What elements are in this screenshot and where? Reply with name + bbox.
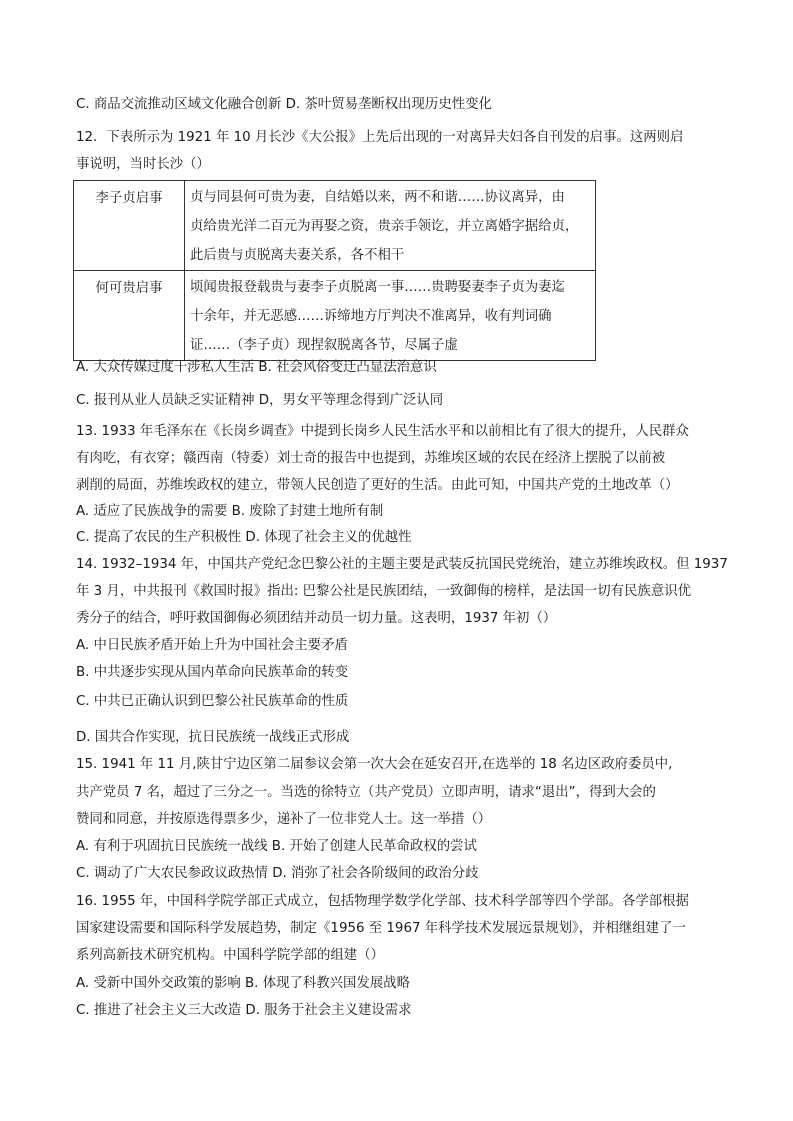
notice-body <box>185 271 596 361</box>
q14-option-a: A. 中日民族矛盾开始上升为中国社会主要矛盾 <box>76 638 348 653</box>
q12-options-cd: C. 报刊从业人员缺乏实证精神 D，男女平等理念得到广泛认同 <box>76 393 444 408</box>
table-row <box>74 271 596 361</box>
line-prev-options: C. 商品交流推动区域文化融合创新 D. 茶叶贸易垄断权出现历史性变化 <box>76 97 492 112</box>
q15-options-ab: A. 有利于巩固抗日民族统一战线 B. 开始了创建人民革命政权的尝试 <box>76 839 477 854</box>
q13-options-ab: A. 适应了民族战争的需要 B. 废除了封建土地所有制 <box>76 504 384 519</box>
notice-line: 此后贵与贞脱离夫妻关系，各不相干 <box>190 248 405 263</box>
notice-body <box>185 181 596 271</box>
q13-stem-2: 有肉吃，有衣穿；赣西南（特委）刘士奇的报告中也提到，苏维埃区域的农民在经济上摆脱了以前被 <box>76 451 666 466</box>
q16-stem-2: 国家建设需要和国际科学发展趋势，制定《1956 至 1967 年科学技术发展远景规划》，并相继组建了一 <box>76 921 686 936</box>
notice-label: 李子贞启事 <box>74 181 185 271</box>
q13-stem-1: 13. 1933 年毛泽东在《长岗乡调查》中提到长岗乡人民生活水平和以前相比有了很大的提升，人民群众 <box>76 424 689 439</box>
q14-option-d: D. 国共合作实现，抗日民族统一战线正式形成 <box>76 730 350 745</box>
q16-options-ab: A. 受新中国外交政策的影响 B. 体现了科教兴国发展战略 <box>76 976 410 991</box>
notice-line: 十余年，并无恶感……诉缔地方厅判决不准离异，收有判词确 <box>190 309 552 324</box>
q14-option-c: C. 中共已正确认识到巴黎公社民族革命的性质 <box>76 694 349 709</box>
notice-line: 贞给贵光洋二百元为再娶之资，贵亲手领讫，并立离婚字据给贞， <box>190 219 579 234</box>
q15-stem-3: 赞同和同意，并按原选得票多少，递补了一位非党人士。这一举措（） <box>76 812 492 827</box>
q15-options-cd: C. 调动了广大农民参政议政热情 D. 消弥了社会各阶级间的政治分歧 <box>76 866 479 881</box>
q14-stem-2: 年 3 月，中共报刊《救国时报》指出: 巴黎公社是民族团结，一致御侮的榜样，是法国一切有民族意识优 <box>76 584 691 599</box>
q14-stem-3: 秀分子的结合，呼吁救国御侮必须团结并动员一切力量。这表明，1937 年初（） <box>76 611 557 626</box>
notice-line: 顷闻贵报登载贵与妻李子贞脱离一事……贵聘娶妻李子贞为妻迄 <box>190 280 565 295</box>
notice-line: 证……（李子贞）现捏叙脱离各节，尽属子虚 <box>190 338 458 353</box>
q15-stem-2: 共产党员 7 名，超过了三分之一。当选的徐特立（共产党员）立即声明，请求“退出”，得到大会的 <box>76 785 656 800</box>
q12-options-ab: A. 大众传媒过度干涉私人生活 B. 社会风俗变迁凸显法治意识 <box>76 360 437 375</box>
q13-options-cd: C. 提高了农民的生产积极性 D. 体现了社会主义的优越性 <box>76 530 412 545</box>
q14-option-b: B. 中共逐步实现从国内革命向民族革命的转变 <box>76 665 349 680</box>
q16-options-cd: C. 推进了社会主义三大改造 D. 服务于社会主义建设需求 <box>76 1003 412 1018</box>
q13-stem-3: 剥削的局面，苏维埃政权的建立，带领人民创造了更好的生活。由此可知，中国共产党的土地改革（） <box>76 478 679 493</box>
notice-table <box>73 180 596 361</box>
q14-stem-1: 14. 1932–1934 年，中国共产党纪念巴黎公社的主题主要是武装反抗国民党统治，建立苏维埃政权。但 1937 <box>76 557 728 572</box>
q12-stem-2: 事说明，当时长沙（） <box>76 157 210 172</box>
notice-label: 何可贵启事 <box>74 271 185 361</box>
notice-line: 贞与同县何可贵为妻，自结婚以来，两不和谐……协议离异，由 <box>190 190 565 205</box>
q16-stem-3: 系列高新技术研究机构。中国科学院学部的组建（） <box>76 948 384 963</box>
q16-stem-1: 16. 1955 年，中国科学院学部正式成立，包括物理学数学化学部、技术科学部等四个学部。各学部根据 <box>76 894 689 909</box>
q15-stem-1: 15. 1941 年 11 月,陕甘宁边区第二届参议会第一次大会在延安召开,在选举的 18 名边区政府委员中, <box>76 757 673 772</box>
table-row <box>74 181 596 271</box>
q12-stem-1: 12．下表所示为 1921 年 10 月长沙《大公报》上先后出现的一对离异夫妇各自刊发的启事。这两则启 <box>76 130 684 145</box>
